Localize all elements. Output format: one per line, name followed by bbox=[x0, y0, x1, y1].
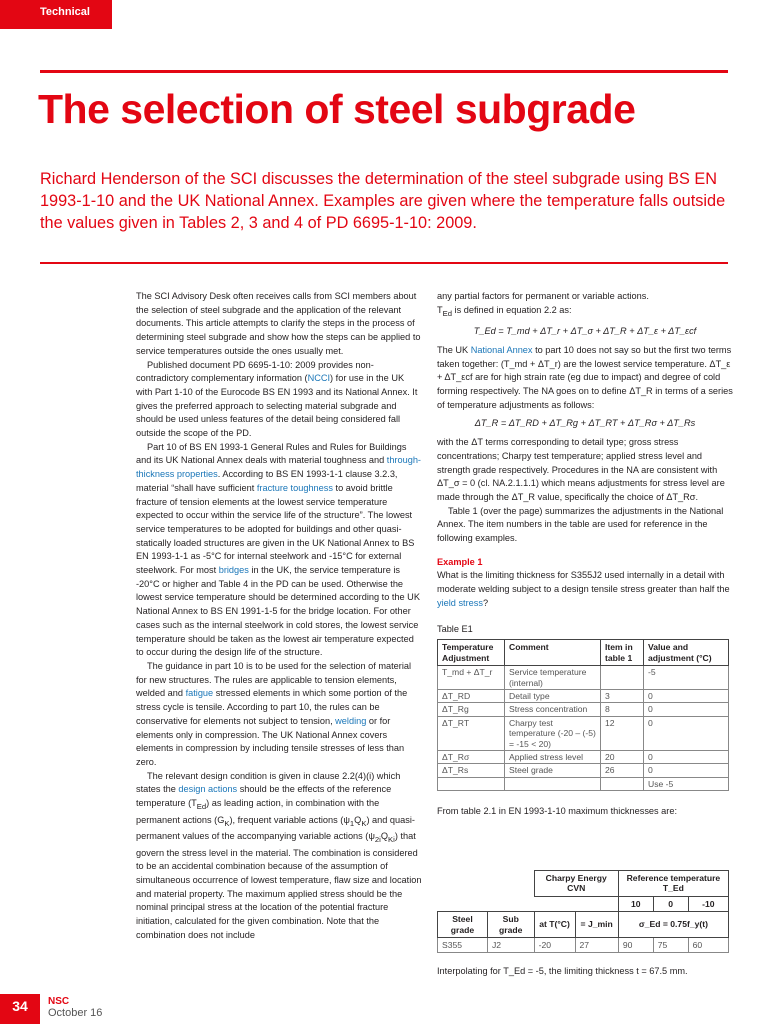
paragraph bbox=[437, 569, 733, 610]
fatigue-link[interactable]: fatigue bbox=[185, 688, 214, 699]
text-run: Q bbox=[354, 814, 362, 825]
table-cell: 90 bbox=[618, 938, 653, 953]
title-rule-top bbox=[40, 70, 728, 73]
text-run: ) that govern the stress level in the material. The combination is considered to be an accidental combination because of the assumption of simultaneous occurrence of lowest temperature, flaw size and location and material property. The maximum applied stress should be the nominal principal stress at the location of the potential fracture initiation, calculated for the given combination. Note that the combination does not include bbox=[136, 831, 422, 940]
text-run: ), frequent variable actions (ψ bbox=[229, 814, 350, 825]
standfirst: Richard Henderson of the SCI discusses the determination of the steel subgrade using BS EN 1993-1-10 and the UK National Annex. Examples are given where the temperature falls outside the values given in Tables 2, 3 and 4 of PD 6695-1-10: 2009. bbox=[40, 170, 726, 232]
table-row bbox=[438, 938, 729, 953]
text-run: should be the effects of the reference temperature (T bbox=[136, 784, 392, 809]
table-header: Charpy Energy CVN bbox=[534, 871, 618, 897]
table-cell bbox=[505, 777, 601, 790]
table-cell: Applied stress level bbox=[505, 750, 601, 763]
table-header: -10 bbox=[688, 896, 728, 911]
table-row bbox=[438, 750, 729, 763]
table-cell: 20 bbox=[601, 750, 644, 763]
yield-stress-link[interactable]: yield stress bbox=[437, 597, 483, 608]
body-column-right bbox=[437, 290, 733, 819]
table-header-row bbox=[438, 640, 729, 666]
paragraph: From table 2.1 in EN 1993-1-10 maximum thicknesses are: bbox=[437, 806, 677, 817]
example-heading: Example 1 bbox=[437, 556, 483, 567]
subscript: 1 bbox=[349, 818, 355, 828]
table-cell: 3 bbox=[601, 689, 644, 702]
table-header-row bbox=[438, 912, 729, 938]
text-run: ) and quasi-permanent values of the accompanying variable actions (ψ bbox=[136, 814, 415, 842]
table-cell: ΔT_RT bbox=[438, 716, 505, 750]
table-row bbox=[438, 777, 729, 790]
table-cell: 60 bbox=[688, 938, 728, 953]
table-cell: S355 bbox=[438, 938, 488, 953]
table-header: Temperature Adjustment bbox=[438, 640, 505, 666]
table-cell: ΔT_Rσ bbox=[438, 750, 505, 763]
table-cell: 27 bbox=[575, 938, 618, 953]
table-cell: -5 bbox=[644, 666, 729, 690]
table-cell: 75 bbox=[653, 938, 688, 953]
text-run: in the UK, the service temperature is -20°C or higher and Table 4 in the PD can be used. Otherwise the lowest service temperature should be determined according to the UK National Annex to BS EN 1991-1-5 for the bridge location. For other cases such as the internal steelwork in cold stores, the lowest service temperature should be taken as the lowest air temperature expected to occur during the design life of the structure. bbox=[136, 565, 420, 658]
paragraph bbox=[136, 441, 422, 660]
text-run: ? bbox=[482, 597, 489, 608]
table-cell: Stress concentration bbox=[505, 703, 601, 716]
table-row bbox=[438, 666, 729, 690]
table-row bbox=[438, 716, 729, 750]
table-header: Sub grade bbox=[487, 912, 534, 938]
section-label: Technical bbox=[40, 6, 90, 18]
paragraph bbox=[437, 304, 733, 321]
paragraph: Table 1 (over the page) summarizes the adjustments in the National Annex. The item numbers in the table are used for reference in the following examples. bbox=[437, 505, 724, 544]
national-annex-link[interactable]: National Annex bbox=[470, 344, 533, 355]
text-run: or for elements only in compression. The UK National Annex covers elements in compression by including tensile stresses of less than zero. bbox=[136, 715, 405, 767]
text-run: The relevant design condition is given in clause 2.2(4)(i) which states the bbox=[136, 770, 401, 795]
subscript: K bbox=[224, 818, 230, 828]
table-e1-label: Table E1 bbox=[437, 623, 473, 634]
table-header-row bbox=[438, 896, 729, 911]
text-run: Published document PD 6695-1-10: 2009 provides non-contradictory complementary information ( bbox=[136, 359, 374, 384]
welding-link[interactable]: welding bbox=[335, 715, 367, 726]
table-cell: ΔT_RD bbox=[438, 689, 505, 702]
text-run: What is the limiting thickness for S355J2 used internally in a detail with moderate welding subject to a design tensile stress greater than half the bbox=[437, 570, 730, 595]
table-cell: Charpy test temperature (-20 – (-5) = -15 < 20) bbox=[505, 716, 601, 750]
table-cell: 12 bbox=[601, 716, 644, 750]
text-run: Part 10 of BS EN 1993-1 General Rules and Rules for Buildings and its UK National Annex deals with material toughness and bbox=[136, 441, 407, 466]
interpolation-result: Interpolating for T_Ed = -5, the limiting thickness t = 67.5 mm. bbox=[437, 966, 688, 976]
table-header: Reference temperature T_Ed bbox=[618, 871, 728, 897]
table-cell: 0 bbox=[644, 703, 729, 716]
table-header-row bbox=[438, 871, 729, 897]
text-run: . According to BS EN 1993-1-1 clause 3.2.3, material “shall have sufficient bbox=[136, 469, 398, 493]
table-e1 bbox=[437, 639, 729, 791]
table-row bbox=[438, 703, 729, 716]
table-cell: 0 bbox=[644, 764, 729, 777]
table-header: 10 bbox=[618, 896, 653, 911]
paragraph bbox=[437, 344, 733, 413]
table-cell: 0 bbox=[644, 750, 729, 763]
table-header: Steel grade bbox=[438, 912, 488, 938]
design-actions-link[interactable]: design actions bbox=[178, 784, 238, 795]
table-cell: -20 bbox=[534, 938, 575, 953]
table-cell: 8 bbox=[601, 703, 644, 716]
text-run: stressed elements in which some portion of the stress cycle is tensile. According to part 10, the rules can be conservative for elements not subject to tension, bbox=[136, 688, 408, 726]
table-cell: 0 bbox=[644, 716, 729, 750]
table-cell: ΔT_Rs bbox=[438, 764, 505, 777]
equation-delta-tr: ΔT_R = ΔT_RD + ΔT_Rg + ΔT_RT + ΔT_Rσ + ΔT_Rs bbox=[474, 418, 696, 429]
table-header: at T(°C) bbox=[534, 912, 575, 938]
table-row bbox=[438, 689, 729, 702]
subscript: Ed bbox=[196, 801, 207, 811]
through-thickness-link[interactable]: through-thickness properties bbox=[136, 455, 421, 480]
table-cell: 0 bbox=[644, 689, 729, 702]
table-cell bbox=[601, 666, 644, 690]
issue-date: October 16 bbox=[48, 1007, 103, 1019]
ncci-link[interactable]: NCCI bbox=[307, 373, 331, 384]
subscript: 2i bbox=[374, 834, 381, 844]
text-run: ) for use in the UK with Part 1-10 of the Eurocode BS EN 1993 and its National Annex. It gives the preferred approach to selecting material subgrade and should be used unless features of the detail being considered fall outside the scope of the PD. bbox=[136, 373, 418, 439]
table-cell: J2 bbox=[487, 938, 534, 953]
text-run: Q bbox=[380, 831, 389, 842]
table-cell bbox=[601, 777, 644, 790]
table-header: σ_Ed = 0.75f_y(t) bbox=[618, 912, 728, 938]
table-header: Comment bbox=[505, 640, 601, 666]
text-run: ) as leading action, in combination with the permanent actions (G bbox=[136, 798, 380, 825]
table-spacer bbox=[438, 871, 535, 897]
paragraph: any partial factors for permanent or variable actions. bbox=[437, 291, 649, 301]
paragraph bbox=[136, 660, 422, 770]
text-run: is defined in equation 2.2 as: bbox=[452, 304, 572, 315]
paragraph bbox=[136, 770, 422, 943]
table-cell: T_md + ΔT_r bbox=[438, 666, 505, 690]
table-spacer bbox=[438, 896, 535, 911]
paragraph bbox=[136, 359, 422, 441]
fracture-toughness-link[interactable]: fracture toughness bbox=[256, 482, 333, 493]
table-cell: Use -5 bbox=[644, 777, 729, 790]
table-header: = J_min bbox=[575, 912, 618, 938]
article-title: The selection of steel subgrade bbox=[38, 86, 636, 132]
page-number: 34 bbox=[0, 994, 40, 1024]
text-run: to avoid brittle fracture of tension elements at the lowest service temperature expected to occur within the service life of the structure”. The lowest service temperatures to be adopted for buildings and other quasi-statically loaded structures are given in the UK National Annex to BS EN 1993-1-1 as -5°C for internal steelwork and -15°C for external steelwork. For most bbox=[136, 482, 415, 576]
standfirst-rule bbox=[40, 262, 728, 264]
table-cell bbox=[438, 777, 505, 790]
table-header: Value and adjustment (°C) bbox=[644, 640, 729, 666]
table-cell: Steel grade bbox=[505, 764, 601, 777]
text-run: The UK bbox=[437, 344, 471, 355]
subscript: K bbox=[361, 818, 367, 828]
text-run: to part 10 does not say so but the first two terms taken together: (T_md + ΔT_r) are the lowest service temperature. ΔT_ε + ΔT_εcf are for high strain rate (eg due to impact) and degree of cold forming respectively. The NA goes on to define ΔT_R in terms of a series of temperature adjustments as follows: bbox=[437, 344, 733, 410]
table-spacer bbox=[534, 896, 618, 911]
table-cell: Service temperature (internal) bbox=[505, 666, 601, 690]
table-cell: 26 bbox=[601, 764, 644, 777]
paragraph: with the ΔT terms corresponding to detail type; gross stress concentrations; Charpy test temperature; applied stress level and strength grade respectively. Procedures in the NA are consistent with ΔT_σ = 0 (cl. NA.2.1.1.1) which means adjustments for stress level are made through the ΔT_R value, specifically the choice of ΔT_Rσ. bbox=[437, 437, 725, 502]
text-run: The guidance in part 10 is to be used for the selection of material for new structures. The rules are applicable to tension elements, welded and bbox=[136, 660, 412, 699]
subscript: Ed bbox=[442, 308, 452, 318]
bridges-link[interactable]: bridges bbox=[218, 565, 249, 576]
table-header: 0 bbox=[653, 896, 688, 911]
table-row bbox=[438, 764, 729, 777]
thickness-table bbox=[437, 870, 729, 953]
text-run: T bbox=[437, 304, 443, 315]
paragraph: The SCI Advisory Desk often receives calls from SCI members about the selection of steel subgrade and the application of the relevant documents. This article attempts to clarify the steps in the process of determining steel subgrade and show how the steps can be applied to service temperatures outside the ones usually met. bbox=[136, 291, 421, 356]
subscript: Ki bbox=[388, 834, 395, 844]
magazine-logo: NSC bbox=[48, 996, 70, 1007]
table-cell: ΔT_Rg bbox=[438, 703, 505, 716]
table-header: Item in table 1 bbox=[601, 640, 644, 666]
body-column-left bbox=[136, 290, 422, 943]
table-cell: Detail type bbox=[505, 689, 601, 702]
equation-2-2: T_Ed = T_md + ΔT_r + ΔT_σ + ΔT_R + ΔT_ε + ΔT_εcf bbox=[473, 326, 697, 337]
